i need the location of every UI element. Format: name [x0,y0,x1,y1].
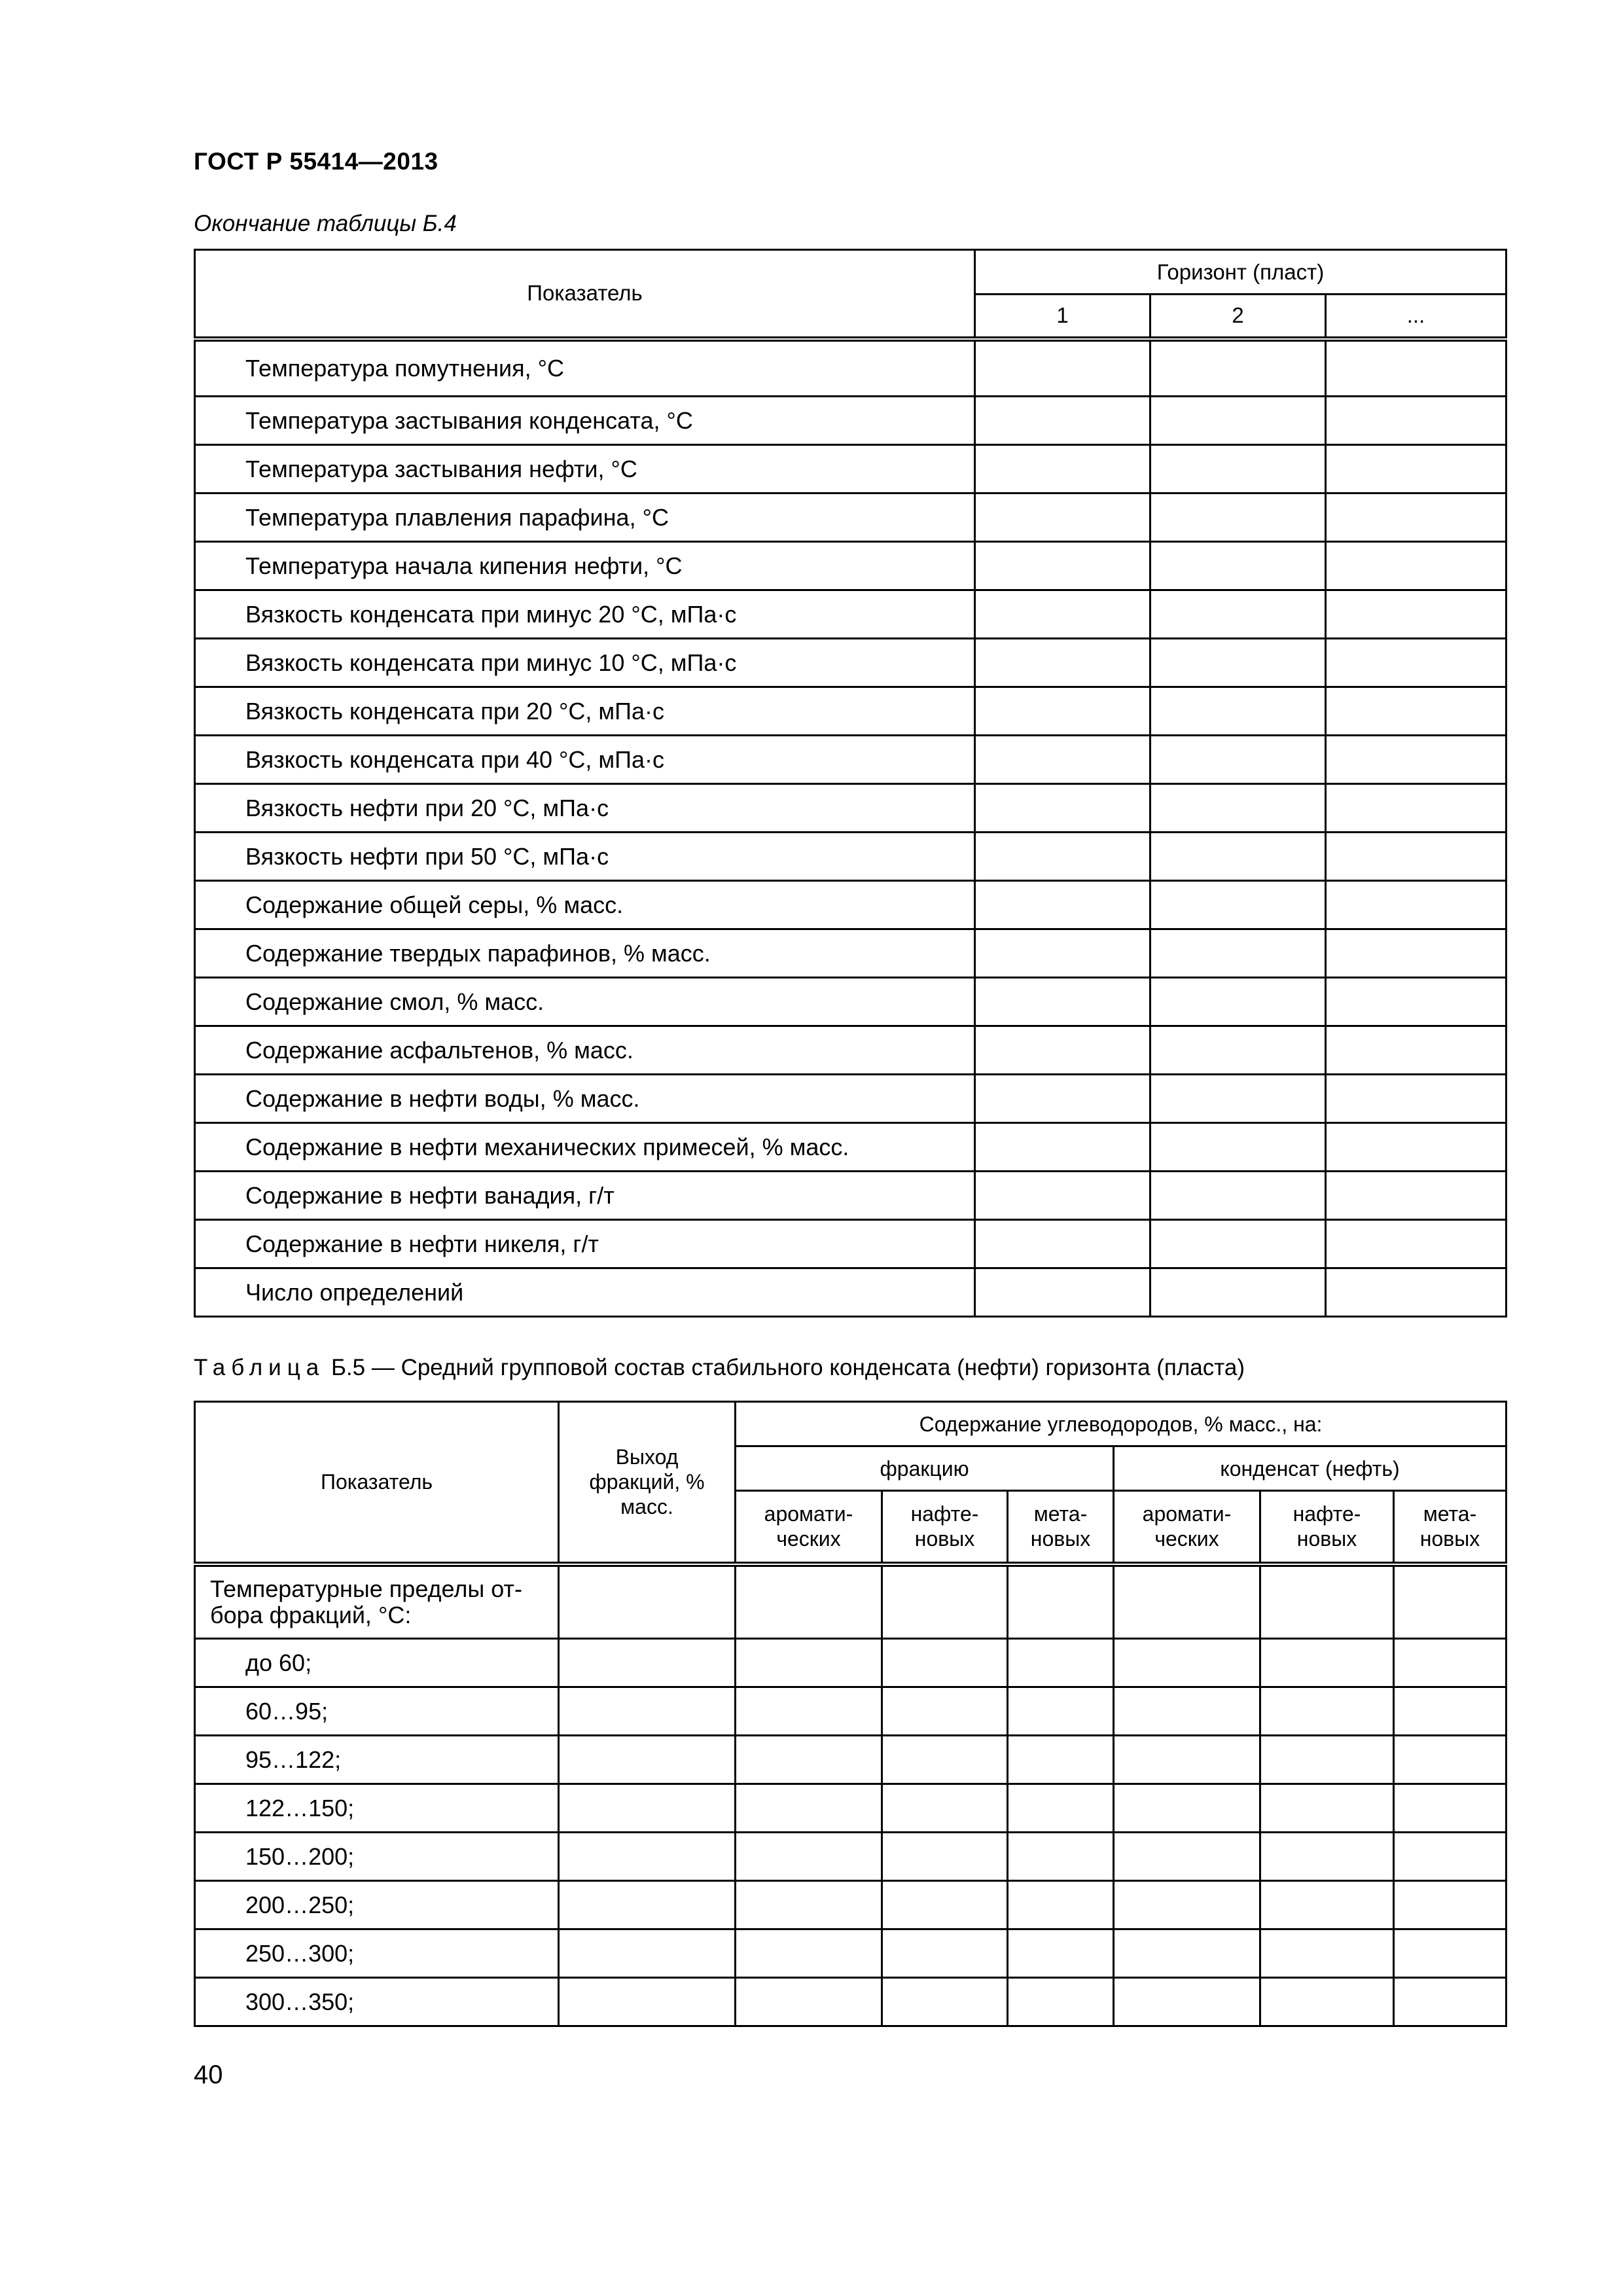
t5-header-indicator: Показатель [195,1402,559,1564]
t5-value-cell [1008,1978,1114,2026]
t4-value-cell [975,1172,1150,1220]
t4-value-cell [1150,1123,1326,1172]
t4-value-cell [975,397,1150,445]
t5-value-cell [1008,1881,1114,1929]
t5-row-label: 122…150; [195,1784,559,1833]
t4-value-cell [1150,445,1326,493]
t4-value-cell [1326,1172,1507,1220]
t5-value-cell [736,1881,882,1929]
t5-value-cell [1008,1929,1114,1978]
t5-value-cell [736,1833,882,1881]
t5-value-cell [882,1784,1008,1833]
table-b5-caption-word: Таблица [194,1355,325,1380]
t5-value-cell [736,1784,882,1833]
t5-value-cell [1260,1687,1394,1736]
t4-value-cell [975,784,1150,833]
t4-value-cell [1150,1172,1326,1220]
t5-value-cell [1260,1639,1394,1687]
t4-row-label: Число определений [195,1268,975,1317]
t4-row [195,833,1507,881]
t5-value-cell [559,1564,736,1639]
t4-value-cell [1150,493,1326,542]
t5-value-cell [736,1736,882,1784]
t5-subcol-header: нафте- новых [1260,1491,1394,1564]
t4-row-label: Содержание твердых парафинов, % масс. [195,929,975,978]
t5-row [195,1687,1507,1736]
t4-row-label: Вязкость нефти при 20 °С, мПа·с [195,784,975,833]
t5-lead-label: Температурные пределы от-бора фракций, °С: [195,1564,559,1639]
t4-value-cell [1326,639,1507,687]
page-number: 40 [194,2060,223,2089]
t4-row-label: Вязкость конденсата при минус 10 °С, мПа·с [195,639,975,687]
t4-row [195,493,1507,542]
t5-value-cell [1008,1687,1114,1736]
t4-value-cell [1326,736,1507,784]
t4-row-label: Вязкость конденсата при 20 °С, мПа·с [195,687,975,736]
t4-value-cell [975,1123,1150,1172]
t4-value-cell [1326,1026,1507,1075]
t5-value-cell [1008,1639,1114,1687]
t5-value-cell [1114,1833,1260,1881]
t4-value-cell [1150,339,1326,397]
t5-value-cell [882,1978,1008,2026]
t4-value-cell [1326,339,1507,397]
t4-value-cell [975,881,1150,929]
t5-value-cell [882,1833,1008,1881]
document-code: ГОСТ Р 55414—2013 [194,148,438,175]
t4-row-label: Температура начала кипения нефти, °С [195,542,975,590]
t4-row [195,1026,1507,1075]
t5-value-cell [1114,1564,1260,1639]
t5-value-cell [1394,1833,1507,1881]
t4-row-label: Содержание общей серы, % масс. [195,881,975,929]
t4-row-label: Вязкость конденсата при минус 20 °С, мПа·с [195,590,975,639]
t4-row-label: Вязкость конденсата при 40 °С, мПа·с [195,736,975,784]
t4-value-cell [1150,736,1326,784]
t5-subcol-header: аромати- ческих [736,1491,882,1564]
t4-value-cell [1326,687,1507,736]
t4-row [195,687,1507,736]
t4-value-cell [1326,493,1507,542]
t4-value-cell [1150,1220,1326,1268]
t4-value-cell [1326,978,1507,1026]
table-b5-caption [194,1355,1245,1381]
t4-row [195,978,1507,1026]
t4-row [195,542,1507,590]
t5-subcol-header: аромати- ческих [1114,1491,1260,1564]
t4-row-label: Содержание в нефти механических примесей, % масс. [195,1123,975,1172]
t4-value-cell [975,493,1150,542]
t5-value-cell [1394,1784,1507,1833]
t5-subcol-header: нафте- новых [882,1491,1008,1564]
t5-value-cell [1114,1687,1260,1736]
t4-value-cell [975,590,1150,639]
t5-value-cell [1114,1639,1260,1687]
table-b5 [194,1401,1507,2027]
t5-row-label: 250…300; [195,1929,559,1978]
t5-value-cell [1260,1833,1394,1881]
t5-value-cell [736,1929,882,1978]
t4-row [195,1075,1507,1123]
t5-value-cell [1008,1564,1114,1639]
t4-row [195,784,1507,833]
table-b4 [194,249,1507,1318]
t5-value-cell [882,1736,1008,1784]
t4-value-cell [1326,929,1507,978]
t4-row-label: Содержание в нефти ванадия, г/т [195,1172,975,1220]
t4-row-label: Температура застывания конденсата, °С [195,397,975,445]
t5-row-label: 60…95; [195,1687,559,1736]
t4-value-cell [1326,833,1507,881]
t5-value-cell [1008,1736,1114,1784]
t4-row [195,397,1507,445]
t5-value-cell [1008,1784,1114,1833]
t4-value-cell [975,978,1150,1026]
t4-value-cell [1326,590,1507,639]
t5-value-cell [1394,1736,1507,1784]
t4-value-cell [1150,978,1326,1026]
t5-row [195,1784,1507,1833]
t5-header-content: Содержание углеводородов, % масс., на: [736,1402,1507,1446]
t4-header-horizon: Горизонт (пласт) [975,250,1507,295]
t4-row-label: Содержание смол, % масс. [195,978,975,1026]
t4-value-cell [975,542,1150,590]
t5-value-cell [1394,1929,1507,1978]
t4-value-cell [975,1220,1150,1268]
t5-value-cell [1394,1881,1507,1929]
t5-value-cell [559,1687,736,1736]
t4-value-cell [975,1268,1150,1317]
t4-row [195,929,1507,978]
t5-value-cell [736,1687,882,1736]
t4-value-cell [975,687,1150,736]
t5-value-cell [1260,1784,1394,1833]
t4-value-cell [1150,590,1326,639]
t5-header-yield: Выход фракций, % масс. [559,1402,736,1564]
t5-value-cell [559,1639,736,1687]
t4-row [195,639,1507,687]
t4-value-cell [1326,1075,1507,1123]
t4-value-cell [1150,881,1326,929]
t5-subgroup-fraction: фракцию [736,1446,1114,1491]
t4-row [195,1268,1507,1317]
t4-value-cell [1150,1075,1326,1123]
t4-row-label: Температура помутнения, °С [195,339,975,397]
t4-row [195,1172,1507,1220]
t4-row-label: Температура плавления парафина, °С [195,493,975,542]
t4-value-cell [975,1075,1150,1123]
t4-subheader: 2 [1150,295,1326,339]
t5-value-cell [1394,1978,1507,2026]
t5-value-cell [1260,1881,1394,1929]
t5-value-cell [1394,1687,1507,1736]
t5-value-cell [736,1978,882,2026]
t4-value-cell [975,339,1150,397]
t5-value-cell [736,1564,882,1639]
t5-value-cell [1114,1736,1260,1784]
t5-value-cell [559,1784,736,1833]
t4-row [195,590,1507,639]
t4-row-label: Содержание асфальтенов, % масс. [195,1026,975,1075]
t4-row-label: Содержание в нефти воды, % масс. [195,1075,975,1123]
t5-value-cell [559,1978,736,2026]
t5-value-cell [736,1639,882,1687]
t5-row [195,1639,1507,1687]
t4-subheader: 1 [975,295,1150,339]
t4-value-cell [1326,542,1507,590]
t5-row [195,1978,1507,2026]
t5-subcol-header: мета- новых [1394,1491,1507,1564]
t4-header-indicator: Показатель [195,250,975,339]
t4-value-cell [1150,833,1326,881]
t4-row [195,1123,1507,1172]
t4-row-label: Температура застывания нефти, °С [195,445,975,493]
t4-value-cell [1150,397,1326,445]
t5-value-cell [1260,1929,1394,1978]
t5-value-cell [1114,1978,1260,2026]
t5-value-cell [1114,1929,1260,1978]
table-b4-caption: Окончание таблицы Б.4 [194,211,457,236]
t5-value-cell [882,1564,1008,1639]
t5-value-cell [882,1639,1008,1687]
t5-row-label: до 60; [195,1639,559,1687]
t5-row-label: 95…122; [195,1736,559,1784]
t4-value-cell [1150,929,1326,978]
t4-row-label: Содержание в нефти никеля, г/т [195,1220,975,1268]
t4-row [195,881,1507,929]
t5-value-cell [1114,1784,1260,1833]
t5-row [195,1564,1507,1639]
t5-value-cell [559,1833,736,1881]
t5-value-cell [559,1881,736,1929]
t4-value-cell [1150,784,1326,833]
t5-value-cell [882,1929,1008,1978]
t5-row [195,1736,1507,1784]
t4-value-cell [1150,639,1326,687]
t5-value-cell [1114,1881,1260,1929]
t4-value-cell [1150,542,1326,590]
t4-value-cell [1326,784,1507,833]
t4-value-cell [1326,1220,1507,1268]
t5-value-cell [1260,1736,1394,1784]
t5-subcol-header: мета- новых [1008,1491,1114,1564]
t5-row [195,1833,1507,1881]
t5-row-label: 150…200; [195,1833,559,1881]
t4-value-cell [975,929,1150,978]
t4-value-cell [975,1026,1150,1075]
t4-value-cell [1326,1268,1507,1317]
t4-value-cell [975,833,1150,881]
t4-value-cell [975,639,1150,687]
t4-value-cell [1150,1268,1326,1317]
t4-value-cell [1150,687,1326,736]
t5-value-cell [882,1881,1008,1929]
t4-value-cell [975,445,1150,493]
t5-value-cell [559,1929,736,1978]
t4-value-cell [1326,1123,1507,1172]
t4-value-cell [1326,445,1507,493]
t4-row-label: Вязкость нефти при 50 °С, мПа·с [195,833,975,881]
t5-row-label: 300…350; [195,1978,559,2026]
t4-value-cell [975,736,1150,784]
t4-value-cell [1150,1026,1326,1075]
t5-subgroup-condensate: конденсат (нефть) [1114,1446,1507,1491]
t4-value-cell [1326,881,1507,929]
t4-row [195,339,1507,397]
t5-row [195,1881,1507,1929]
t5-value-cell [1394,1639,1507,1687]
t5-value-cell [1260,1978,1394,2026]
t5-value-cell [882,1687,1008,1736]
t5-value-cell [1260,1564,1394,1639]
t4-row [195,736,1507,784]
t5-row [195,1929,1507,1978]
t4-subheader: ... [1326,295,1507,339]
t5-value-cell [1394,1564,1507,1639]
t4-value-cell [1326,397,1507,445]
t5-value-cell [1008,1833,1114,1881]
t5-row-label: 200…250; [195,1881,559,1929]
t4-row [195,445,1507,493]
table-b5-caption-text: Б.5 — Средний групповой состав стабильного конденсата (нефти) горизонта (пласта) [325,1355,1245,1380]
t5-value-cell [559,1736,736,1784]
t4-row [195,1220,1507,1268]
